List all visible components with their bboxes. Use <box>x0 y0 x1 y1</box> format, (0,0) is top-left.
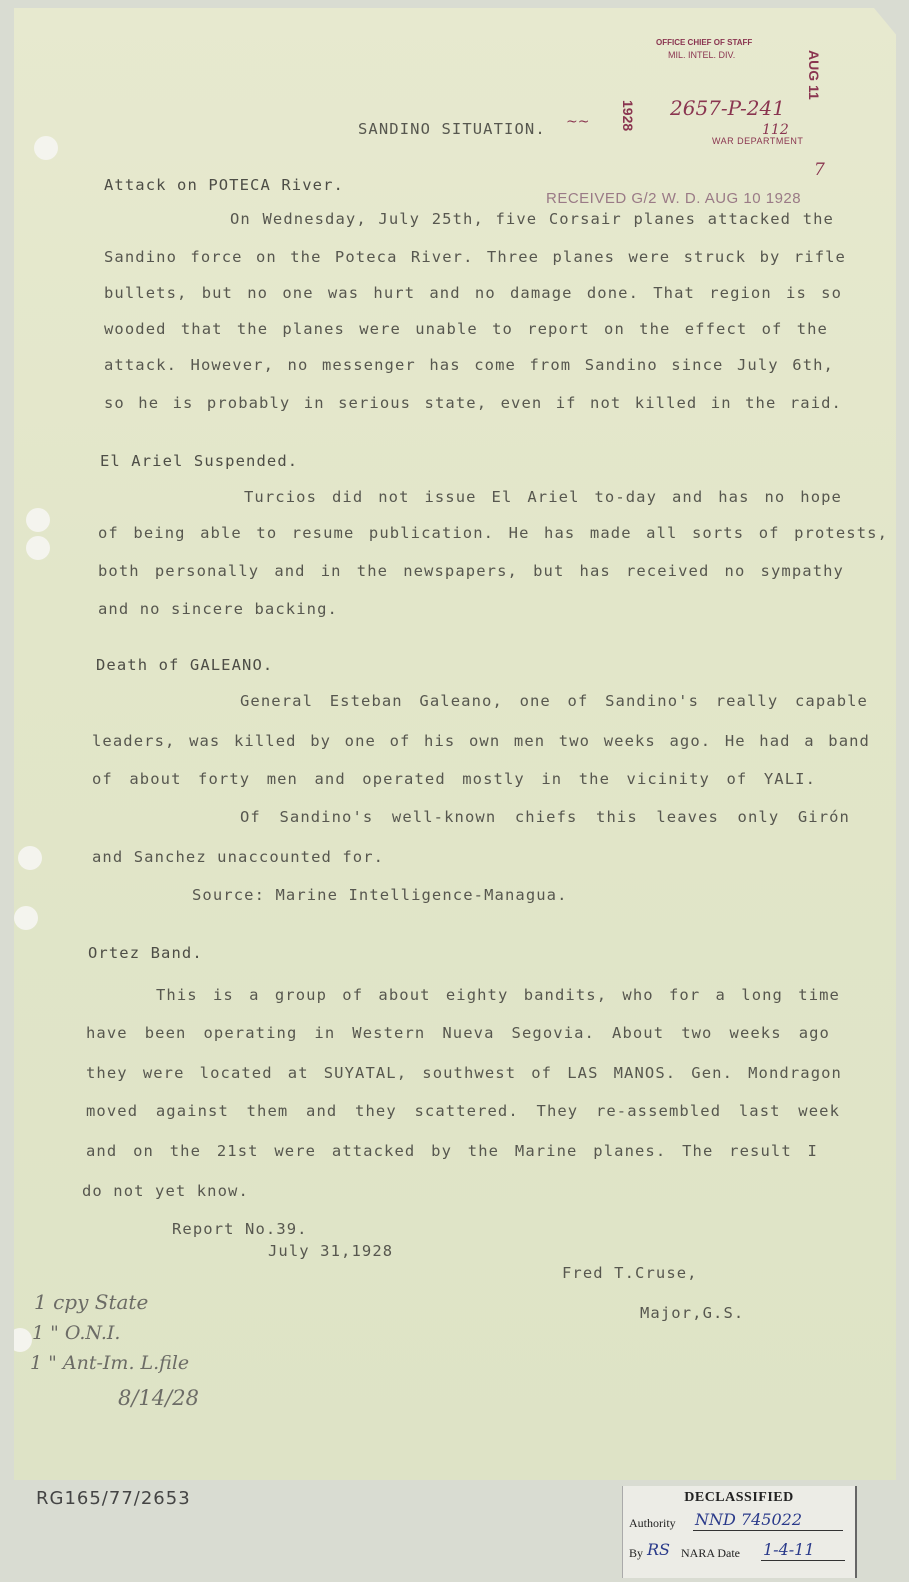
report-number: Report No.39. <box>172 1220 308 1238</box>
section-heading-galeano: Death of GALEANO. <box>96 656 274 674</box>
el-ariel-line-3: both personally and in the newspapers, but has received no sympathy <box>98 562 844 580</box>
poteca-line-2: Sandino force on the Poteca River. Three planes were struck by rifle <box>104 248 846 266</box>
galeano-line-3: of about forty men and operated mostly in the vicinity of YALI. <box>92 770 816 788</box>
poteca-line-6: so he is probably in serious state, even if not killed in the raid. <box>104 394 842 412</box>
punch-hole <box>14 906 38 930</box>
by-label: By <box>629 1546 644 1560</box>
year-stamp: 1928 <box>620 100 636 132</box>
nara-date-value: 1-4-11 <box>763 1540 815 1559</box>
handwritten-date: 8/14/28 <box>118 1386 199 1410</box>
archive-record-number: RG165/77/2653 <box>36 1488 191 1509</box>
punch-hole <box>18 846 42 870</box>
el-ariel-line-4: and no sincere backing. <box>98 600 338 618</box>
section-heading-poteca: Attack on POTECA River. <box>104 176 344 194</box>
sub-number-stamp: 112 <box>762 122 789 138</box>
punch-hole <box>26 508 50 532</box>
by-value: RS <box>647 1540 671 1559</box>
authority-label: Authority <box>629 1516 676 1530</box>
received-stamp: RECEIVED G/2 W. D. AUG 10 1928 <box>546 190 802 207</box>
galeano-line-4: Of Sandino's well-known chiefs this leaves only Girón <box>240 808 850 826</box>
handwritten-line-1: 1 cpy State <box>34 1290 149 1314</box>
page-mark: 7 <box>814 160 825 180</box>
galeano-line-2: leaders, was killed by one of his own men two weeks ago. He had a band <box>92 732 870 750</box>
signer-name: Fred T.Cruse, <box>562 1264 698 1282</box>
punch-hole <box>8 1328 32 1352</box>
poteca-line-4: wooded that the planes were unable to report on the effect of the <box>104 320 828 338</box>
office-stamp-line1: OFFICE CHIEF OF STAFF <box>656 38 753 47</box>
authority-value: NND 745022 <box>695 1510 802 1529</box>
galeano-source: Source: Marine Intelligence-Managua. <box>192 886 568 904</box>
ortez-line-4: moved against them and they scattered. They re-assembled last week <box>86 1102 840 1120</box>
poteca-line-3: bullets, but no one was hurt and no damage done. That region is so <box>104 284 842 302</box>
nara-date-underline <box>761 1560 845 1561</box>
declassified-stamp <box>622 1486 857 1578</box>
galeano-line-1: General Esteban Galeano, one of Sandino's really capable <box>240 692 868 710</box>
aug-date-stamp: AUG 11 <box>806 50 822 100</box>
punch-hole <box>34 136 58 160</box>
section-heading-el-ariel: El Ariel Suspended. <box>100 452 299 470</box>
ortez-line-3: they were located at SUYATAL, southwest of LAS MANOS. Gen. Mondragon <box>86 1064 842 1082</box>
poteca-line-5: attack. However, no messenger has come from Sandino since July 6th, <box>104 356 834 374</box>
poteca-line-1: On Wednesday, July 25th, five Corsair planes attacked the <box>230 210 834 228</box>
document-title: SANDINO SITUATION. <box>358 120 546 138</box>
declassified-title: DECLASSIFIED <box>684 1490 794 1505</box>
ortez-line-1: This is a group of about eighty bandits, who for a long time <box>156 986 840 1004</box>
nara-date-label: NARA Date <box>681 1546 740 1560</box>
section-heading-ortez: Ortez Band. <box>88 944 203 962</box>
el-ariel-line-1: Turcios did not issue El Ariel to-day and has no hope <box>244 488 842 506</box>
authority-underline <box>693 1530 843 1531</box>
handwritten-line-3: 1 " Ant-Im. L.file <box>30 1352 190 1374</box>
el-ariel-line-2: of being able to resume publication. He has made all sorts of protests, <box>98 524 888 542</box>
ortez-line-2: have been operating in Western Nueva Segovia. About two weeks ago <box>86 1024 830 1042</box>
signer-rank: Major,G.S. <box>640 1304 745 1322</box>
office-stamp-line2: MIL. INTEL. DIV. <box>668 50 736 60</box>
title-dash-mark: ~~ <box>566 114 590 130</box>
punch-hole <box>26 536 50 560</box>
ortez-line-5: and on the 21st were attacked by the Marine planes. The result I <box>86 1142 818 1160</box>
ortez-line-6: do not yet know. <box>82 1182 249 1200</box>
galeano-line-5: and Sanchez unaccounted for. <box>92 848 385 866</box>
handwritten-line-2: 1 " O.N.I. <box>32 1322 121 1344</box>
file-number-stamp: 2657-P-241 <box>670 96 785 120</box>
war-department-stamp: WAR DEPARTMENT <box>712 136 804 146</box>
report-date: July 31,1928 <box>268 1242 394 1260</box>
